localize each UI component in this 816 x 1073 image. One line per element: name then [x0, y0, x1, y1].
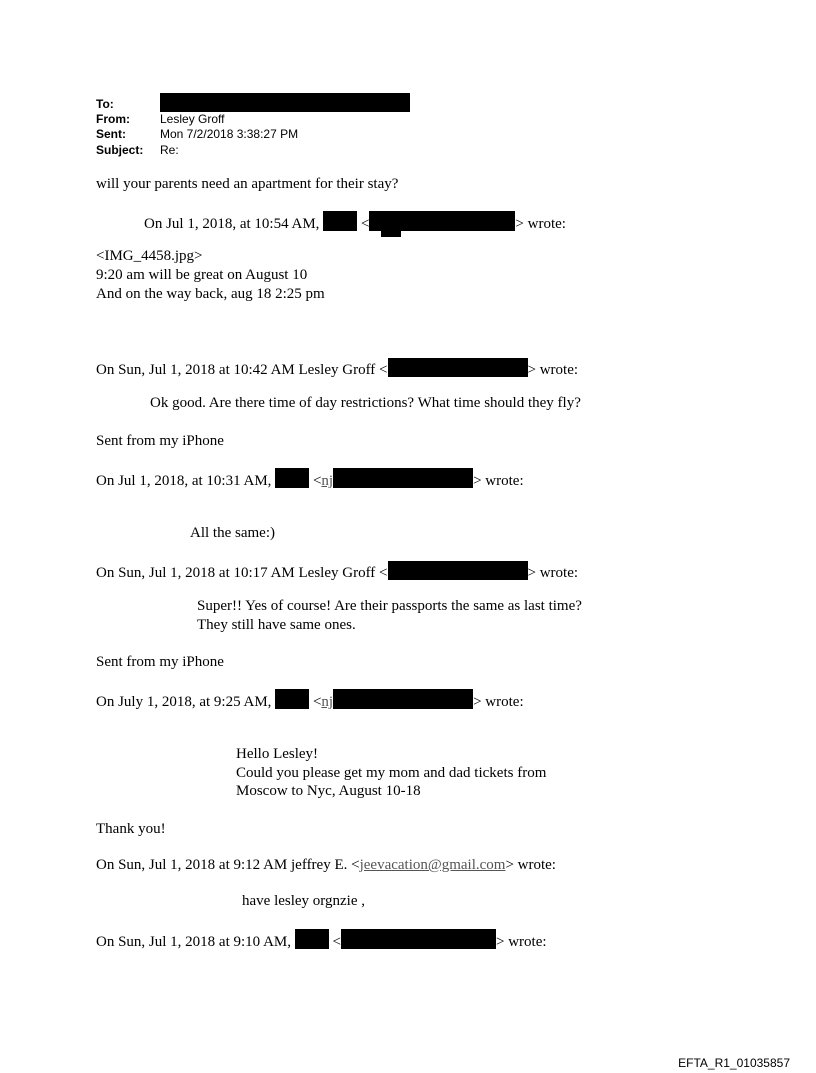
- quote-header-wrote: > wrote:: [527, 362, 579, 378]
- sent-value: Mon 7/2/2018 3:38:27 PM: [160, 127, 299, 141]
- document-id: EFTA_R1_01035857: [678, 1056, 790, 1070]
- quote-header-text: On Sun, Jul 1, 2018 at 10:42 AM Lesley Groff <: [96, 362, 388, 378]
- redaction-block: [381, 228, 401, 237]
- apartment-question: will your parents need an apartment for their stay?: [96, 176, 399, 192]
- body-line: Could you please get my mom and dad tickets from: [236, 765, 547, 781]
- redaction-block: [333, 689, 473, 709]
- redaction-block: [323, 211, 357, 231]
- attachment-line: <IMG_4458.jpg>: [96, 248, 203, 264]
- quote-header-text: On Sun, Jul 1, 2018 at 10:17 AM Lesley Groff <: [96, 565, 388, 581]
- to-label: To:: [96, 97, 114, 111]
- body-line: All the same:): [190, 525, 275, 541]
- redaction-block: [341, 929, 496, 949]
- body-line: Hello Lesley!: [236, 746, 319, 762]
- quote-header-925: [96, 689, 524, 711]
- signature-line: Sent from my iPhone: [96, 433, 224, 449]
- quote-header-lt: <: [332, 934, 341, 950]
- sent-row: [96, 127, 126, 141]
- sent-label: Sent:: [96, 127, 126, 141]
- quote-header-1054: [144, 211, 566, 233]
- body-line: Moscow to Nyc, August 10-18: [236, 783, 421, 799]
- quote-header-lt: <: [360, 216, 370, 232]
- redaction-block: [388, 561, 528, 580]
- quote-header-wrote: > wrote:: [473, 473, 524, 489]
- from-row: [96, 112, 130, 126]
- from-label: From:: [96, 112, 130, 126]
- quote-header-lt: <: [312, 694, 322, 710]
- quote-header-1017: [96, 561, 578, 582]
- body-line: Ok good. Are there time of day restrictions? What time should they fly?: [150, 395, 581, 411]
- quote-header-lt: <: [312, 473, 322, 489]
- quote-header-wrote: > wrote:: [495, 934, 547, 950]
- quote-header-text: On Sun, Jul 1, 2018 at 9:10 AM,: [96, 934, 292, 950]
- quote-header-wrote: > wrote:: [515, 216, 566, 232]
- body-line: Thank you!: [96, 821, 166, 837]
- subject-label: Subject:: [96, 143, 144, 157]
- quote-header-wrote: > wrote:: [473, 694, 524, 710]
- body-line: They still have same ones.: [197, 617, 356, 633]
- redaction-block: [275, 689, 309, 709]
- redaction-block: [333, 468, 473, 488]
- quote-header-text: On Jul 1, 2018, at 10:54 AM,: [144, 216, 320, 232]
- quote-header-912: [96, 856, 556, 874]
- to-redaction: [160, 93, 410, 112]
- signature-line: Sent from my iPhone: [96, 654, 224, 670]
- quote-header-text: On Jul 1, 2018, at 10:31 AM,: [96, 473, 272, 489]
- body-line: Super!! Yes of course! Are their passports the same as last time?: [197, 598, 582, 614]
- email-link[interactable]: nj: [321, 473, 334, 489]
- body-line: 9:20 am will be great on August 10: [96, 267, 308, 283]
- quote-header-910: [96, 929, 547, 951]
- email-link[interactable]: jeevacation@gmail.com: [359, 857, 506, 873]
- quote-header-1031: [96, 468, 524, 490]
- body-line: have lesley orgnzie ,: [242, 893, 366, 909]
- quote-header-wrote: > wrote:: [505, 857, 556, 873]
- redaction-block: [388, 358, 528, 377]
- quote-header-text: On July 1, 2018, at 9:25 AM,: [96, 694, 272, 710]
- from-value: Lesley Groff: [160, 112, 225, 126]
- subject-value: Re:: [160, 143, 179, 157]
- email-link[interactable]: nj: [321, 694, 334, 710]
- quote-header-text: On Sun, Jul 1, 2018 at 9:12 AM jeffrey E. <: [96, 857, 360, 873]
- quote-header-1042: [96, 358, 578, 379]
- redaction-block: [295, 929, 329, 949]
- subject-row: [96, 143, 143, 157]
- body-line: And on the way back, aug 18 2:25 pm: [96, 286, 325, 302]
- redaction-block: [275, 468, 309, 488]
- quote-header-wrote: > wrote:: [527, 565, 579, 581]
- to-row: [96, 97, 114, 111]
